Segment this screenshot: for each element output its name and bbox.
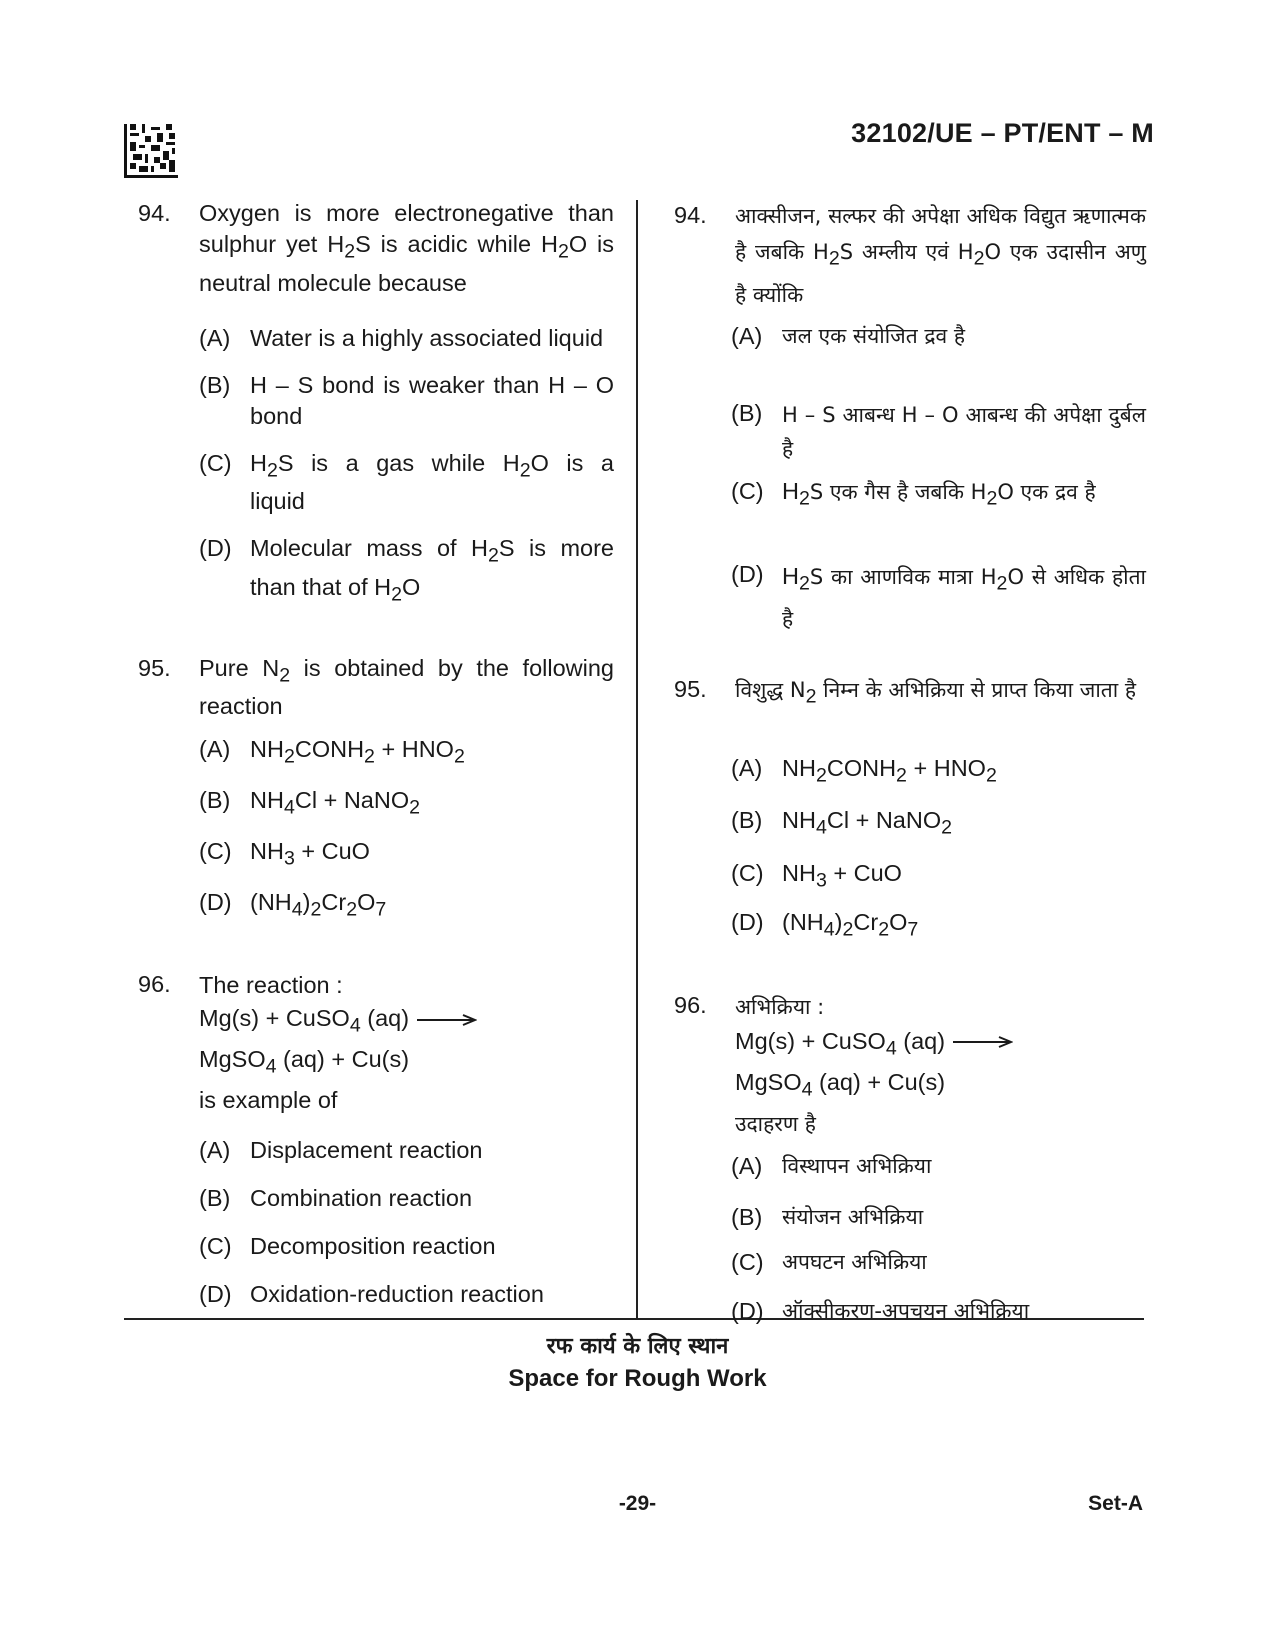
option-b: (B) $NH_4Cl$ + NaNO$_2$ (199, 787, 420, 819)
question-number: 95. (674, 676, 707, 703)
english-column (124, 198, 614, 1310)
qr-code (124, 124, 178, 178)
question-95-en (124, 653, 614, 925)
question-number: 94. (138, 200, 171, 226)
question-96-en (124, 969, 614, 1309)
option-d: (D) $H_2S$ का आणविक मात्रा $H_2O$ से अधिक होता है (731, 561, 1146, 632)
option-c: (C) $NH_3$ + CuO (731, 860, 902, 892)
option-d: (D) Molecular mass of $H_2S$ is more than that of $H_2O$ (199, 535, 614, 606)
option-c: (C) $NH_3$ + CuO (199, 837, 370, 870)
option-d: (D) Oxidation-reduction reaction (199, 1280, 544, 1307)
question-number: 95. (138, 654, 171, 681)
question-stem: Oxygen is more electronegative than sulphur yet $H_2S$ is acidic while $H_2O$ is neutral molecule because (199, 200, 614, 296)
option-a: (A) $NH_2CONH_2 + HNO_2$ (731, 754, 997, 787)
option-a: (A) विस्थापन अभिक्रिया (731, 1152, 932, 1179)
question-stem: Pure $N_2$ is obtained by the following reaction (199, 654, 614, 720)
question-94-en (124, 198, 614, 611)
set-label: Set-A (1088, 1492, 1143, 1515)
option-a: (A) Displacement reaction (199, 1136, 483, 1163)
hindi-column (668, 198, 1146, 1327)
option-a: (A) $NH_2CONH_2 + HNO_2$ (199, 736, 465, 769)
option-b: (B) H – S bond is weaker than H – O bond (199, 371, 614, 429)
option-c: (C) Decomposition reaction (199, 1232, 496, 1259)
option-a: (A) Water is a highly associated liquid (199, 324, 604, 351)
question-stem: अभिक्रिया : Mg(s) + CuSO$_4$ (aq) MgSO$_4$ (aq) + Cu(s) उदाहरण है (735, 990, 1146, 1141)
rough-work-label-hindi: रफ कार्य के लिए स्थान (546, 1334, 729, 1359)
option-c: (C) अपघटन अभिक्रिया (731, 1248, 927, 1275)
column-divider (636, 200, 638, 1318)
question-94-hi (668, 198, 1146, 636)
page-number: -29- (618, 1492, 657, 1515)
question-number: 96. (138, 971, 171, 998)
option-b: (B) $NH_4Cl$ + NaNO$_2$ (731, 807, 952, 840)
option-a: (A) जल एक संयोजित द्रव है (731, 322, 966, 349)
question-stem: विशुद्ध $N_2$ निम्न के अभिक्रिया से प्राप्त किया जाता है (735, 678, 1137, 708)
option-d: (D) ऑक्सीकरण-अपचयन अभिक्रिया (731, 1297, 1030, 1324)
reaction-arrow-icon (415, 1013, 477, 1027)
rough-work-label: Space for Rough Work (508, 1365, 767, 1392)
question-stem: आक्सीजन, सल्फर की अपेक्षा अधिक विद्युत ऋणात्मक है जबकि $H_2S$ अम्लीय एवं $H_2O$ एक उदासीन अणु है क्योंकि (735, 204, 1146, 307)
question-number: 96. (674, 991, 707, 1018)
option-d: (D) $(NH_4)_2Cr_2O_7$ (731, 908, 919, 941)
option-d: (D) $(NH_4)_2Cr_2O_7$ (199, 888, 387, 921)
option-c: (C) $H_2S$ एक गैस है जबकि $H_2O$ एक द्रव है (731, 477, 1096, 510)
question-95-hi (668, 674, 1146, 945)
reaction-arrow-icon (951, 1035, 1013, 1049)
option-b: (B) H – S आबन्ध H – O आबन्ध की अपेक्षा दुर्बल है (731, 399, 1146, 461)
option-b: (B) संयोजन अभिक्रिया (731, 1203, 924, 1230)
option-c: (C) $H_2S$ is a gas while $H_2O$ is a liquid (199, 449, 614, 515)
paper-code: 32102/UE – PT/ENT – M (851, 118, 1154, 148)
question-96-hi (668, 990, 1146, 1327)
question-number: 94. (674, 202, 707, 228)
question-stem: The reaction : Mg(s) + CuSO$_4$ (aq) MgSO$_4$ (aq) + Cu(s) is example of (199, 969, 614, 1116)
option-b: (B) Combination reaction (199, 1184, 473, 1211)
